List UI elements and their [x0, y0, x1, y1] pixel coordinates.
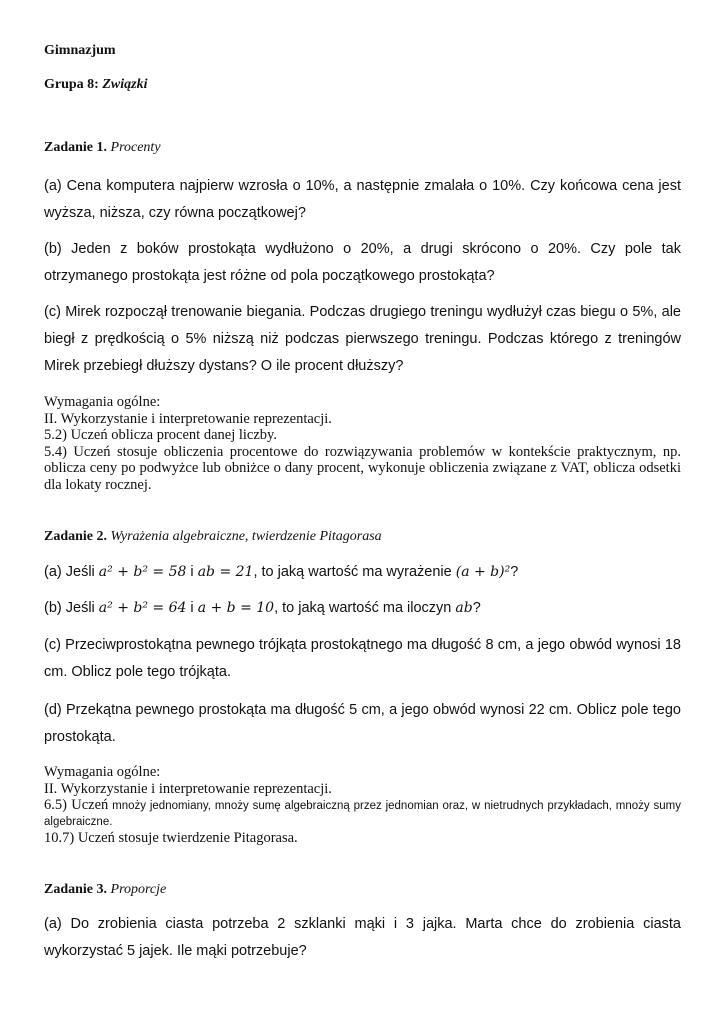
task2-question-b: (b) Jeśli a² + b² = 64 i a + b = 10, to jaką wartość ma iloczyn ab? [44, 600, 481, 616]
task3-heading: Zadanie 3. Proporcje [44, 882, 167, 897]
requirements-general: II. Wykorzystanie i interpretowanie reprezentacji. [44, 780, 332, 797]
requirement-item: 5.2) Uczeń oblicza procent danej liczby. [44, 427, 277, 443]
requirement-item: 10.7) Uczeń stosuje twierdzenie Pitagorasa. [44, 830, 298, 846]
requirements-heading: Wymagania ogólne: [44, 764, 161, 780]
task2-heading: Zadanie 2. Wyrażenia algebraiczne, twierdzenie Pitagorasa [44, 529, 382, 544]
requirement-item: 6.5) Uczeń mnoży jednomiany, mnoży sumę algebraiczną przez jednomian oraz, w nietrudnych przykładach, mnoży sumy algebraiczne. [44, 797, 681, 828]
task1-requirements [44, 394, 681, 493]
task2-question-c: (c) Przeciwprostokątna pewnego trójkąta prostokątnego ma długość 8 cm, a jego obwód wynosi 18 cm. Oblicz pole tego trójkąta. [44, 637, 681, 680]
task1-question-c: (c) Mirek rozpoczął trenowanie biegania. Podczas drugiego treningu wydłużył czas biegu o 5%, ale biegł z prędkością o 5% niższą niż podczas pierwszego treningu. Podczas którego z treningów Mirek przebiegł dłuższy dystans? O ile procent dłuższy? [44, 304, 681, 374]
requirements-heading: Wymagania ogólne: [44, 394, 161, 410]
task1-heading: Zadanie 1. Procenty [44, 140, 161, 155]
task2-requirements [44, 764, 681, 847]
school-label: Gimnazjum [44, 43, 116, 58]
group-title: Grupa 8: Związki [44, 77, 148, 92]
task3-question-a: (a) Do zrobienia ciasta potrzeba 2 szklanki mąki i 3 jajka. Marta chce do zrobienia ciasta wykorzystać 5 jajek. Ile mąki potrzebuje? [44, 916, 681, 959]
task2-question-d: (d) Przekątna pewnego prostokąta ma długość 5 cm, a jego obwód wynosi 22 cm. Oblicz pole tego prostokąta. [44, 702, 681, 745]
requirements-general: II. Wykorzystanie i interpretowanie reprezentacji. [44, 410, 332, 427]
task1-question-a: (a) Cena komputera najpierw wzrosła o 10%, a następnie zmalała o 10%. Czy końcowa cena jest wyższa, niższa, czy równa początkowej? [44, 178, 681, 221]
task1-question-b: (b) Jeden z boków prostokąta wydłużono o 20%, a drugi skrócono o 20%. Czy pole tak otrzymanego prostokąta jest różne od pola początkowego prostokąta? [44, 241, 681, 284]
requirement-item: 5.4) Uczeń stosuje obliczenia procentowe do rozwiązywania problemów w kontekście praktycznym, np. oblicza ceny po podwyżce lub obniżce o dany procent, wykonuje obliczenia związane z VAT, oblicza odsetki dla lokaty rocznej. [44, 443, 681, 493]
task2-question-a: (a) Jeśli a² + b² = 58 i ab = 21, to jaką wartość ma wyrażenie (a + b)²? [44, 564, 519, 580]
